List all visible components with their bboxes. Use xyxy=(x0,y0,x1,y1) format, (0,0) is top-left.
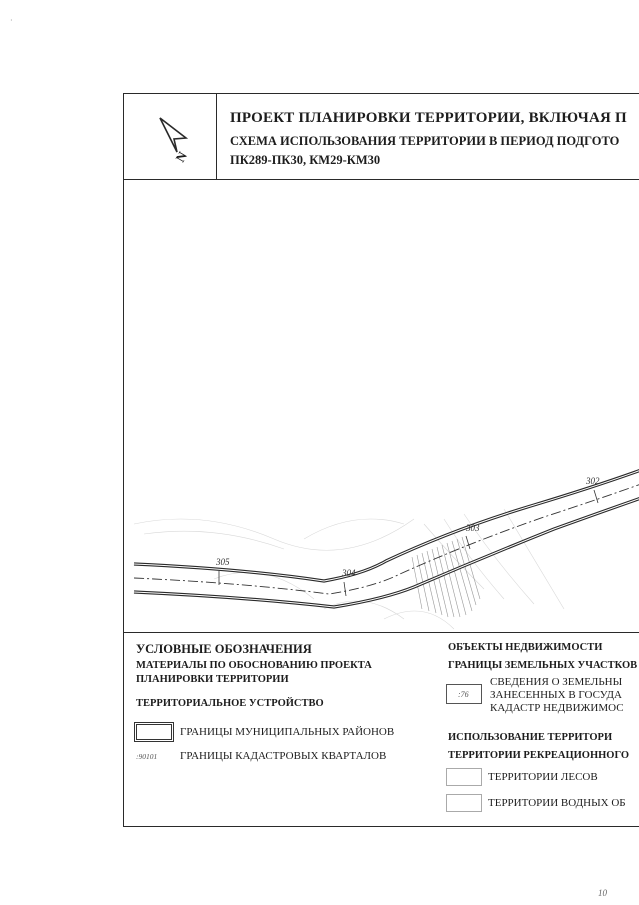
forest-label: ТЕРРИТОРИИ ЛЕСОВ xyxy=(488,771,598,783)
legend-territorial: ТЕРРИТОРИАЛЬНОЕ УСТРОЙСТВО xyxy=(136,698,324,709)
km-label-302: 302 xyxy=(586,476,600,486)
land-plots-heading: ГРАНИЦЫ ЗЕМЕЛЬНЫХ УЧАСТКОВ xyxy=(448,660,638,671)
station-ticks xyxy=(219,490,598,596)
drawing-sheet xyxy=(123,93,639,827)
title-block xyxy=(124,94,639,180)
km-label-305: 305 xyxy=(216,557,230,567)
land-plot-desc-3: КАДАСТР НЕДВИЖИМОС xyxy=(490,702,624,714)
km-label-303: 303 xyxy=(466,523,480,533)
water-swatch xyxy=(446,794,482,812)
recreation-heading: ТЕРРИТОРИИ РЕКРЕАЦИОННОГО xyxy=(448,750,630,761)
corridor-lower-edge xyxy=(134,497,639,607)
map-drawing xyxy=(124,179,639,632)
title-line-3: ПК289-ПК30, КМ29-КМ30 xyxy=(230,153,381,167)
water-label: ТЕРРИТОРИИ ВОДНЫХ ОБ xyxy=(488,797,626,809)
realty-heading: ОБЪЕКТЫ НЕДВИЖИМОСТИ xyxy=(448,642,603,653)
land-plot-desc-1: СВЕДЕНИЯ О ЗЕМЕЛЬНЫ xyxy=(490,676,623,688)
map-area xyxy=(124,179,639,633)
land-plot-desc-2: ЗАНЕСЕННЫХ В ГОСУДА xyxy=(490,689,622,701)
usage-heading: ИСПОЛЬЗОВАНИЕ ТЕРРИТОРИ xyxy=(448,732,613,743)
legend xyxy=(124,632,639,827)
north-arrow-box xyxy=(124,94,217,179)
north-letter: N xyxy=(172,148,191,165)
cadastral-boundary-label: ГРАНИЦЫ КАДАСТРОВЫХ КВАРТАЛОВ xyxy=(180,750,387,762)
forest-swatch xyxy=(446,768,482,786)
page-mark: 10 xyxy=(598,888,607,898)
cadastral-code: :90101 xyxy=(136,752,158,761)
legend-heading: УСЛОВНЫЕ ОБОЗНАЧЕНИЯ xyxy=(136,642,312,656)
corridor-axis xyxy=(134,483,639,594)
muni-boundary-swatch xyxy=(134,722,174,742)
legend-materials-2: ПЛАНИРОВКИ ТЕРРИТОРИИ xyxy=(136,674,289,685)
muni-boundary-label: ГРАНИЦЫ МУНИЦИПАЛЬНЫХ РАЙОНОВ xyxy=(180,726,395,738)
title-line-1: ПРОЕКТ ПЛАНИРОВКИ ТЕРРИТОРИИ, ВКЛЮЧАЯ П xyxy=(230,110,627,126)
legend-materials: МАТЕРИАЛЫ ПО ОБОСНОВАНИЮ ПРОЕКТА xyxy=(136,660,372,671)
north-arrow-icon xyxy=(124,94,216,179)
land-plot-code: :76 xyxy=(458,690,469,699)
km-label-304: 304 xyxy=(342,568,356,578)
scan-mark: · xyxy=(10,16,13,25)
title-line-2: СХЕМА ИСПОЛЬЗОВАНИЯ ТЕРРИТОРИИ В ПЕРИОД ПОДГОТО xyxy=(230,134,620,148)
